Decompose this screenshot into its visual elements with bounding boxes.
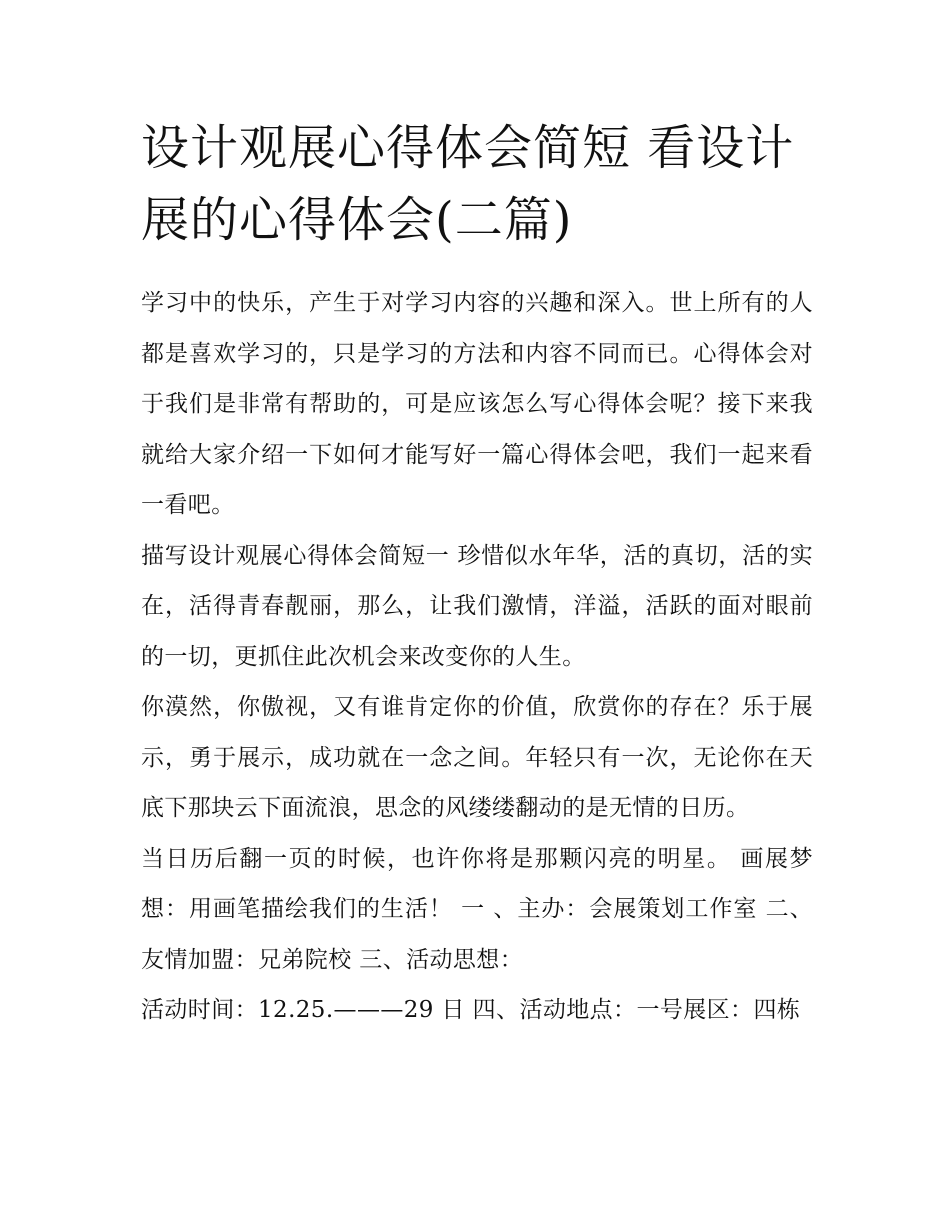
paragraph-cherish-youth: 描写设计观展心得体会简短一 珍惜似水年华，活的真切，活的实在，活得青春靓丽，那么，让我们激情，洋溢，活跃的面对眼前的一切，更抓住此次机会来改变你的人生。: [141, 542, 813, 670]
paragraph-activity-time: 活动时间：12.25.———29 日 四、活动地点：一号展区：四栋: [141, 997, 801, 1023]
paragraph-intro: 学习中的快乐，产生于对学习内容的兴趣和深入。世上所有的人都是喜欢学习的，只是学习的方法和内容不同而已。心得体会对于我们是非常有帮助的，可是应该怎么写心得体会呢？接下来我就给大家介绍一下如何才能写好一篇心得体会吧，我们一起来看一看吧。: [141, 290, 813, 518]
document-title: 设计观展心得体会简短 看设计展的心得体会(二篇): [141, 120, 795, 248]
paragraph-exhibition-plan: 当日历后翻一页的时候，也许你将是那颗闪亮的明星。 画展梦想：用画笔描绘我们的生活！ 一 、主办：会展策划工作室 二、友情加盟：兄弟院校 三、活动思想：: [141, 845, 813, 973]
paragraph-show-yourself: 你漠然，你傲视，又有谁肯定你的价值，欣赏你的存在？乐于展示，勇于展示，成功就在一念之间。年轻只有一次，无论你在天底下那块云下面流浪，思念的风缕缕翻动的是无情的日历。: [141, 694, 813, 821]
document-body: [141, 112, 813, 1036]
